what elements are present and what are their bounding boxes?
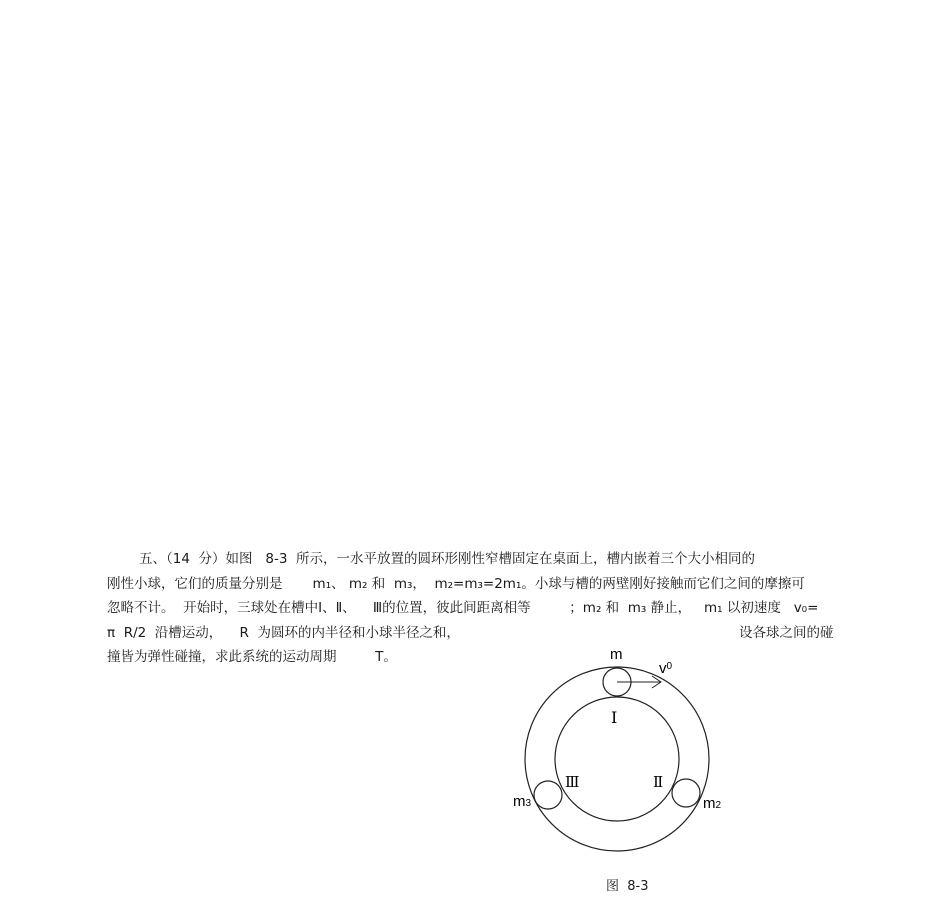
label-v0-sub: 0 — [666, 661, 673, 672]
label-m2: m2 — [703, 795, 722, 812]
ball-m2 — [672, 779, 700, 807]
ball-m3 — [534, 781, 562, 809]
problem-line-4: π R/2 沿槽运动， R 为圆环的内半径和小球半径之和， — [107, 624, 460, 641]
label-v0: $v^0$ — [659, 660, 673, 677]
figure-caption: 图 8-3 — [606, 879, 649, 894]
label-position-I: Ⅰ — [611, 708, 618, 727]
problem-line-3: 忽略不计。 开始时，三球处在槽中Ⅰ、Ⅱ、 Ⅲ的位置，彼此间距离相等 ；m₂ 和 m₃ 静止， m₁ 以初速度 v₀= — [107, 600, 819, 616]
problem-line-5: 撞皆为弹性碰撞，求此系统的运动周期 T。 — [107, 649, 397, 665]
problem-line-1: 五、（14 分）如图 8-3 所示，一水平放置的圆环形刚性窄槽固定在桌面上，槽内嵌着三个大小相同的 — [139, 551, 756, 567]
label-m3: m3 — [513, 793, 532, 810]
problem-line-4-right: 设各球之间的碰 — [739, 624, 834, 641]
label-position-III: Ⅲ — [565, 773, 580, 791]
label-position-II: Ⅱ — [653, 773, 664, 791]
label-m2-sub: 2 — [715, 800, 722, 811]
problem-line-2: 刚性小球，它们的质量分别是 m₁、 m₂ 和 m₃， m₂=m₃=2m₁。小球与槽的两壁刚好接触而它们之间的摩擦可 — [107, 575, 805, 592]
ring-groove-diagram — [505, 640, 735, 865]
label-m3-sub: 3 — [525, 798, 532, 809]
label-m1: m — [610, 646, 623, 663]
